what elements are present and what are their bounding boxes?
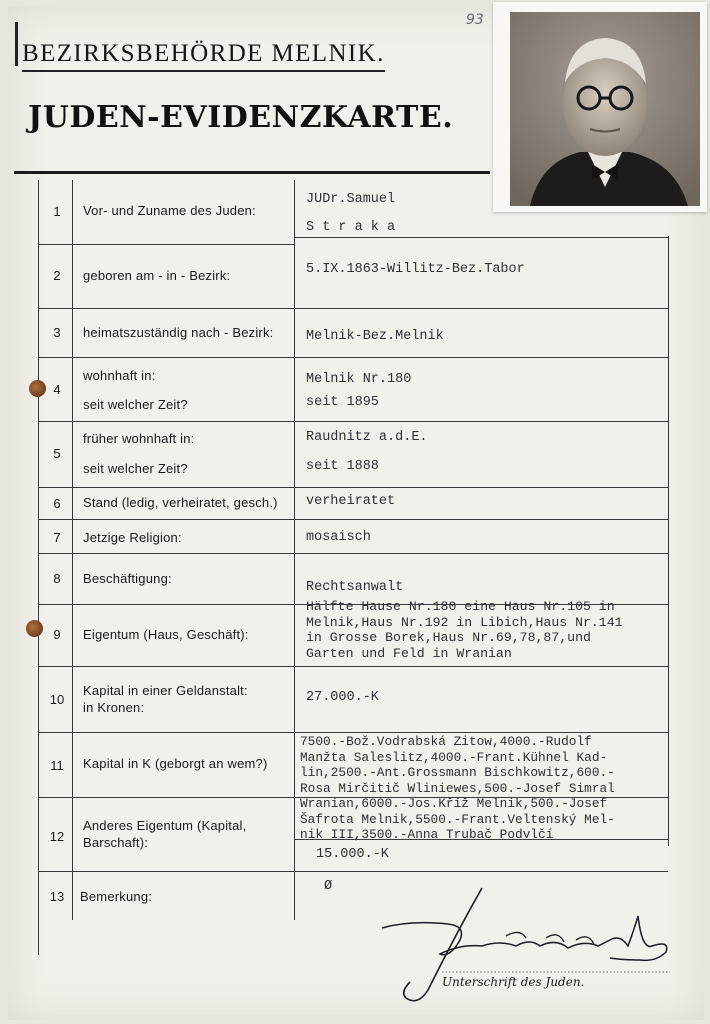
field-value-loans-continued: Wranian,6000.-Jos.Kříž Melnik,500.-Josef Šafrota Melnik,5500.-Frant.Veltenský Mel- nik III,3500.-Anna Trubač Podvlčí (300, 796, 615, 842)
field-value-previous-since: seit 1888 (306, 459, 379, 474)
grid-left-border (38, 180, 39, 955)
field-label-name: Vor- und Zuname des Juden: (83, 203, 256, 218)
row-divider-2 (38, 308, 668, 309)
row-number: 1 (53, 204, 61, 219)
field-label-birth: geboren am - in - Bezirk: (83, 268, 231, 283)
row-divider-6 (38, 519, 668, 520)
field-value-surname: S t r a k a (306, 220, 396, 235)
field-label-marital-status: Stand (ledig, verheiratet, gesch.) (83, 495, 278, 510)
row-number: 6 (53, 496, 61, 511)
field-value-residence-since: seit 1895 (306, 395, 379, 410)
row-divider-7 (38, 553, 668, 554)
grid-number-column (72, 180, 73, 920)
field-label-property: Eigentum (Haus, Geschäft): (83, 627, 249, 642)
field-value-bank-capital: 27.000.-K (306, 690, 379, 705)
grid-right-border (668, 236, 669, 846)
row-divider-4 (38, 421, 668, 422)
field-label-previous-residence: früher wohnhaft in: (83, 431, 195, 446)
field-label-previous-since: seit welcher Zeit? (83, 461, 188, 476)
row-number: 10 (49, 692, 65, 707)
row-number: 11 (50, 758, 64, 773)
row-number: 5 (53, 446, 61, 461)
grid-label-column (294, 180, 295, 920)
field-value-birth: 5.IX.1863-Willitz-Bez.Tabor (306, 262, 525, 277)
field-value-other-property: 15.000.-K (316, 847, 389, 862)
authority-heading: BEZIRKSBEHÖRDE MELNIK. (22, 40, 385, 72)
field-value-domicile: Melnik-Bez.Melnik (306, 329, 444, 344)
page-number: 93 (466, 12, 484, 28)
field-value-loans: 7500.-Bož.Vodrabská Zitow,4000.-Rudolf Manžta Saleslitz,4000.-Frant.Kühnel Kad- lin,2500.-Ant.Grossmann Bischkowitz,600.- Rosa Mirčitič Wliniewes,500.-Josef Simral (300, 734, 615, 796)
field-label-residence: wohnhaft in: (83, 368, 156, 383)
value-divider-1 (294, 237, 668, 238)
field-value-previous-residence: Raudnitz a.d.E. (306, 430, 428, 445)
handwritten-signature (370, 880, 690, 1010)
field-label-loans: Kapital in K (geborgt an wem?) (83, 756, 268, 771)
field-value-property: Hälfte Hause Nr.180 eine Haus Nr.105 in Melnik,Haus Nr.192 in Libich,Haus Nr.141 in Grosse Borek,Haus Nr.69,78,87,und Garten und Feld in Wranian (306, 599, 623, 661)
row-number: 7 (53, 530, 61, 545)
field-label-bank-capital-unit: in Kronen: (83, 700, 145, 715)
row-number: 13 (49, 889, 65, 904)
field-value-remarks: Ø (324, 879, 333, 894)
row-divider-3 (38, 357, 668, 358)
row-number: 9 (53, 627, 61, 642)
field-label-remarks: Bemerkung: (80, 889, 153, 904)
field-label-bank-capital: Kapital in einer Geldanstalt: (83, 683, 248, 698)
row-number: 2 (53, 268, 61, 283)
row-number: 8 (53, 571, 61, 586)
field-label-religion: Jetzige Religion: (83, 530, 182, 545)
field-value-marital-status: verheiratet (306, 494, 396, 509)
field-label-domicile: heimatszuständig nach - Bezirk: (83, 325, 274, 340)
row-number: 4 (53, 382, 61, 397)
row-divider-9 (38, 666, 668, 667)
field-label-other-property-cash: Barschaft): (83, 835, 149, 850)
row-number: 3 (53, 325, 61, 340)
card-title: JUDEN-EVIDENZKARTE. (28, 100, 454, 135)
field-label-occupation: Beschäftigung: (83, 571, 172, 586)
header-rule (14, 171, 490, 174)
field-label-residence-since: seit welcher Zeit? (83, 397, 188, 412)
authority-bar (15, 22, 18, 66)
field-value-occupation: Rechtsanwalt (306, 580, 404, 595)
row-divider-12 (38, 871, 668, 872)
row-divider-10 (38, 732, 668, 733)
field-value-religion: mosaisch (306, 530, 371, 545)
field-value-residence: Melnik Nr.180 (306, 372, 412, 387)
portrait-photo (510, 12, 700, 206)
row-divider-5 (38, 487, 668, 488)
row-divider-1 (38, 244, 294, 245)
field-label-other-property: Anderes Eigentum (Kapital, (83, 818, 247, 833)
field-value-first-name: JUDr.Samuel (306, 192, 396, 207)
signature-caption: Unterschrift des Juden. (442, 975, 585, 989)
row-number: 12 (49, 829, 65, 844)
